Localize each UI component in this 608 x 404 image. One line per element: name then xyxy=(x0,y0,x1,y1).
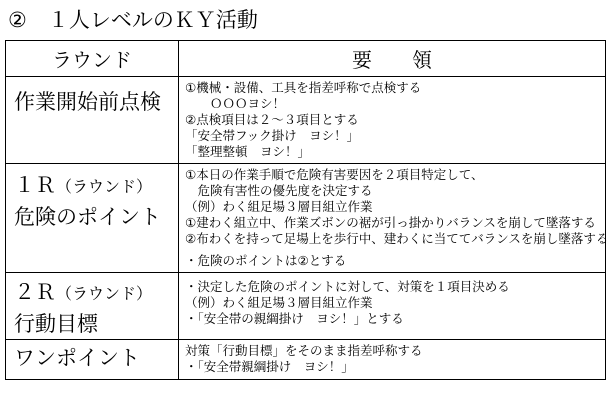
table-row xyxy=(6,164,606,273)
line: ＯＯＯヨシ！ xyxy=(185,96,286,111)
line: ①建わく組立中、作業ズボンの裾が引っ掛かりバランスを崩して墜落する xyxy=(185,215,596,230)
table-row xyxy=(6,273,606,340)
round-label: ワンポイント xyxy=(14,346,140,370)
line: （例）わく組足場３層目組立作業 xyxy=(185,199,373,214)
round-cell xyxy=(6,164,179,273)
round-cell xyxy=(6,77,179,164)
page-title: ② １人レベルのＫＹ活動 xyxy=(8,8,258,32)
round-label: 行動目標 xyxy=(14,312,98,336)
round-cell xyxy=(6,273,179,340)
round-number: ２Ｒ xyxy=(14,280,56,304)
line: ・「安全帯親綱掛け ヨシ！」 xyxy=(185,359,354,374)
line: 「安全帯フック掛け ヨシ！」 xyxy=(185,128,360,143)
round-label: 危険のポイント xyxy=(14,205,161,229)
line: 対策「行動目標」をそのまま指差呼称する xyxy=(185,343,423,358)
header-row xyxy=(6,41,606,77)
line: 「整理整頓 ヨシ！」 xyxy=(185,144,311,159)
round-sub: （ラウンド） xyxy=(56,284,153,303)
line: ・決定した危険のポイントに対して、対策を１項目決める xyxy=(185,279,510,294)
line: ・「安全帯の親綱掛け ヨシ！」とする xyxy=(185,311,404,326)
procedure-cell xyxy=(179,273,606,340)
round-sub: （ラウンド） xyxy=(56,177,153,196)
line: ①本日の作業手順で危険有害要因を２項目特定して、 xyxy=(185,167,484,182)
table-row xyxy=(6,340,606,380)
line: 危険有害性の優先度を決定する xyxy=(185,183,373,198)
line: ①機械・設備、工具を指差呼称で点検する xyxy=(185,80,422,95)
note: ・危険のポイントは②とする xyxy=(185,253,347,268)
procedure-cell xyxy=(179,340,606,380)
round-cell xyxy=(6,340,179,380)
line: （例）わく組足場３層目組立作業 xyxy=(185,295,373,310)
header-round: ラウンド xyxy=(6,41,179,77)
procedure-cell xyxy=(179,77,606,164)
ky-table xyxy=(5,40,606,380)
round-label: 作業開始前点検 xyxy=(14,90,161,114)
round-number: １Ｒ xyxy=(14,173,56,197)
line: ②布わくを持って足場上を歩行中、建わくに当ててバランスを崩し墜落する xyxy=(185,231,608,246)
table-row xyxy=(6,77,606,164)
header-procedure: 要 領 xyxy=(179,41,606,77)
procedure-cell xyxy=(179,164,606,273)
line: ②点検項目は２～３項目とする xyxy=(185,112,359,127)
